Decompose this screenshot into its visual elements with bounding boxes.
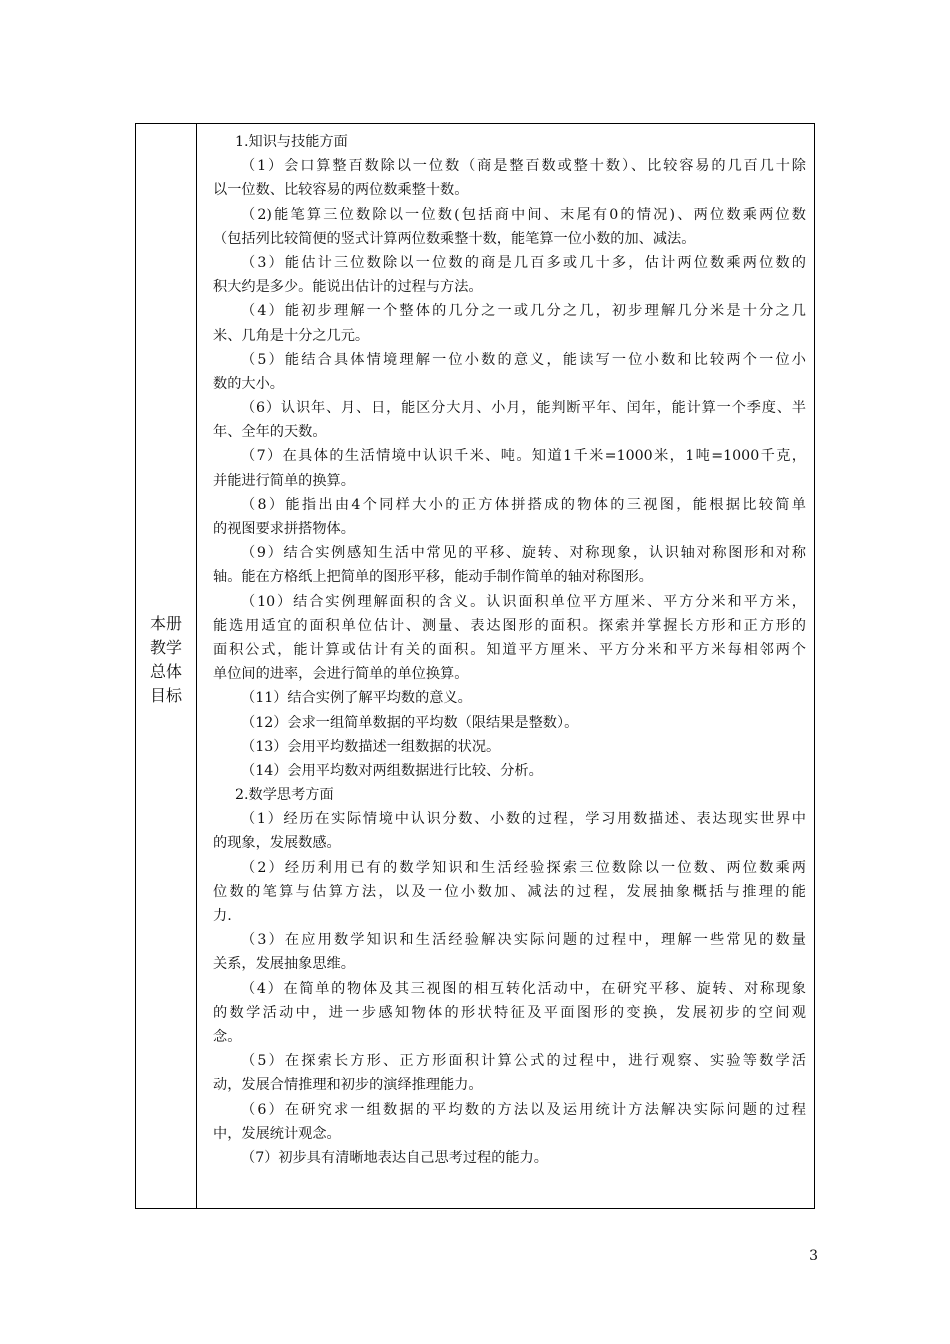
text-line: （7）初步具有清晰地表达自己思考过程的能力。 xyxy=(241,1149,548,1166)
text-line: （2)能笔算三位数除以一位数(包括商中间、末尾有0的情况)、两位数乘两位数 xyxy=(241,206,806,223)
text-line: 米、几角是十分之几元。 xyxy=(213,327,370,344)
text-line: 面积公式，能计算或估计有关的面积。知道平方厘米、平方分米和平方米每相邻两个 xyxy=(213,641,806,658)
text-line: 1.知识与技能方面 xyxy=(235,134,348,150)
section-label-line: 教学 xyxy=(149,638,182,657)
text-line: （4）在简单的物体及其三视图的相互转化活动中，在研究平移、旋转、对称现象 xyxy=(241,980,806,997)
goals-table xyxy=(135,123,815,1209)
text-line: （2）经历利用已有的数学知识和生活经验探索三位数除以一位数、两位数乘两 xyxy=(241,859,806,876)
text-line: （6）在研究求一组数据的平均数的方法以及运用统计方法解决实际问题的过程 xyxy=(241,1101,806,1118)
page-number: 3 xyxy=(809,1248,818,1264)
label-cell xyxy=(136,124,197,1208)
text-line: 2.数学思考方面 xyxy=(235,787,334,804)
text-line: （6）认识年、月、日，能区分大月、小月，能判断平年、闰年，能计算一个季度、半 xyxy=(241,400,806,417)
section-label-line: 目标 xyxy=(149,686,182,705)
text-line: 中，发展统计观念。 xyxy=(213,1125,341,1142)
text-line: 力. xyxy=(213,908,232,924)
text-line: （10）结合实例理解面积的含义。认识面积单位平方厘米、平方分米和平方米， xyxy=(241,593,806,610)
content-cell xyxy=(197,124,814,1208)
text-line: （9）结合实例感知生活中常见的平移、旋转、对称现象，认识轴对称图形和对称 xyxy=(241,545,806,562)
text-line: 数的大小。 xyxy=(213,375,284,392)
text-line: 单位间的进率，会进行简单的单位换算。 xyxy=(213,666,469,683)
text-line: （13）会用平均数描述一组数据的状况。 xyxy=(241,738,501,755)
text-line: （14）会用平均数对两组数据进行比较、分析。 xyxy=(241,762,543,779)
text-line: （4）能初步理解一个整体的几分之一或几分之几，初步理解几分米是十分之几 xyxy=(241,303,806,320)
text-line: 轴。能在方格纸上把简单的图形平移，能动手制作简单的轴对称图形。 xyxy=(213,569,653,586)
text-line: 能选用适宜的面积单位估计、测量、表达图形的面积。探索并掌握长方形和正方形的 xyxy=(213,617,806,634)
text-line: 积大约是多少。能说出估计的过程与方法。 xyxy=(213,279,483,296)
section-label-line: 本册 xyxy=(149,614,182,633)
text-line: （7）在具体的生活情境中认识千米、吨。知道1千米=1000米，1吨=1000千克， xyxy=(241,448,806,465)
text-line: （1）经历在实际情境中认识分数、小数的过程，学习用数描述、表达现实世界中 xyxy=(241,811,806,828)
text-line: 的视图要求拼搭物体。 xyxy=(213,521,355,537)
text-line: 念。 xyxy=(213,1028,242,1045)
text-line: （12）会求一组简单数据的平均数（限结果是整数）。 xyxy=(241,714,579,731)
text-line: （5）能结合具体情境理解一位小数的意义，能读写一位小数和比较两个一位小 xyxy=(241,351,806,368)
text-line: （3）在应用数学知识和生活经验解决实际问题的过程中，理解一些常见的数量 xyxy=(241,932,806,949)
text-line: 动，发展合情推理和初步的演绎推理能力。 xyxy=(213,1077,483,1094)
text-line: 并能进行简单的换算。 xyxy=(213,472,355,489)
text-line: 的数学活动中，进一步感知物体的形状特征及平面图形的变换，发展初步的空间观 xyxy=(213,1004,806,1021)
text-line: （5）在探索长方形、正方形面积计算公式的过程中，进行观察、实验等数学活 xyxy=(241,1053,806,1070)
text-line: （11）结合实例了解平均数的意义。 xyxy=(241,690,472,707)
text-line: （包括列比较简便的竖式计算两位数乘整十数，能笔算一位小数的加、减法。 xyxy=(213,230,696,247)
text-line: （8）能指出由4个同样大小的正方体拼搭成的物体的三视图，能根据比较简单 xyxy=(241,496,806,513)
text-line: 关系，发展抽象思维。 xyxy=(213,956,355,973)
text-line: 年、全年的天数。 xyxy=(213,424,327,441)
section-label xyxy=(136,612,196,708)
text-line: 的现象，发展数感。 xyxy=(213,835,341,852)
text-line: 位数的笔算与估算方法，以及一位小数加、减法的过程，发展抽象概括与推理的能 xyxy=(213,883,806,900)
text-line: （3）能估计三位数除以一位数的商是几百多或几十多，估计两位数乘两位数的 xyxy=(241,254,806,271)
section-label-line: 总体 xyxy=(149,662,182,681)
text-line: （1）会口算整百数除以一位数（商是整百数或整十数）、比较容易的几百几十除 xyxy=(241,158,806,175)
text-line: 以一位数、比较容易的两位数乘整十数。 xyxy=(213,182,469,199)
